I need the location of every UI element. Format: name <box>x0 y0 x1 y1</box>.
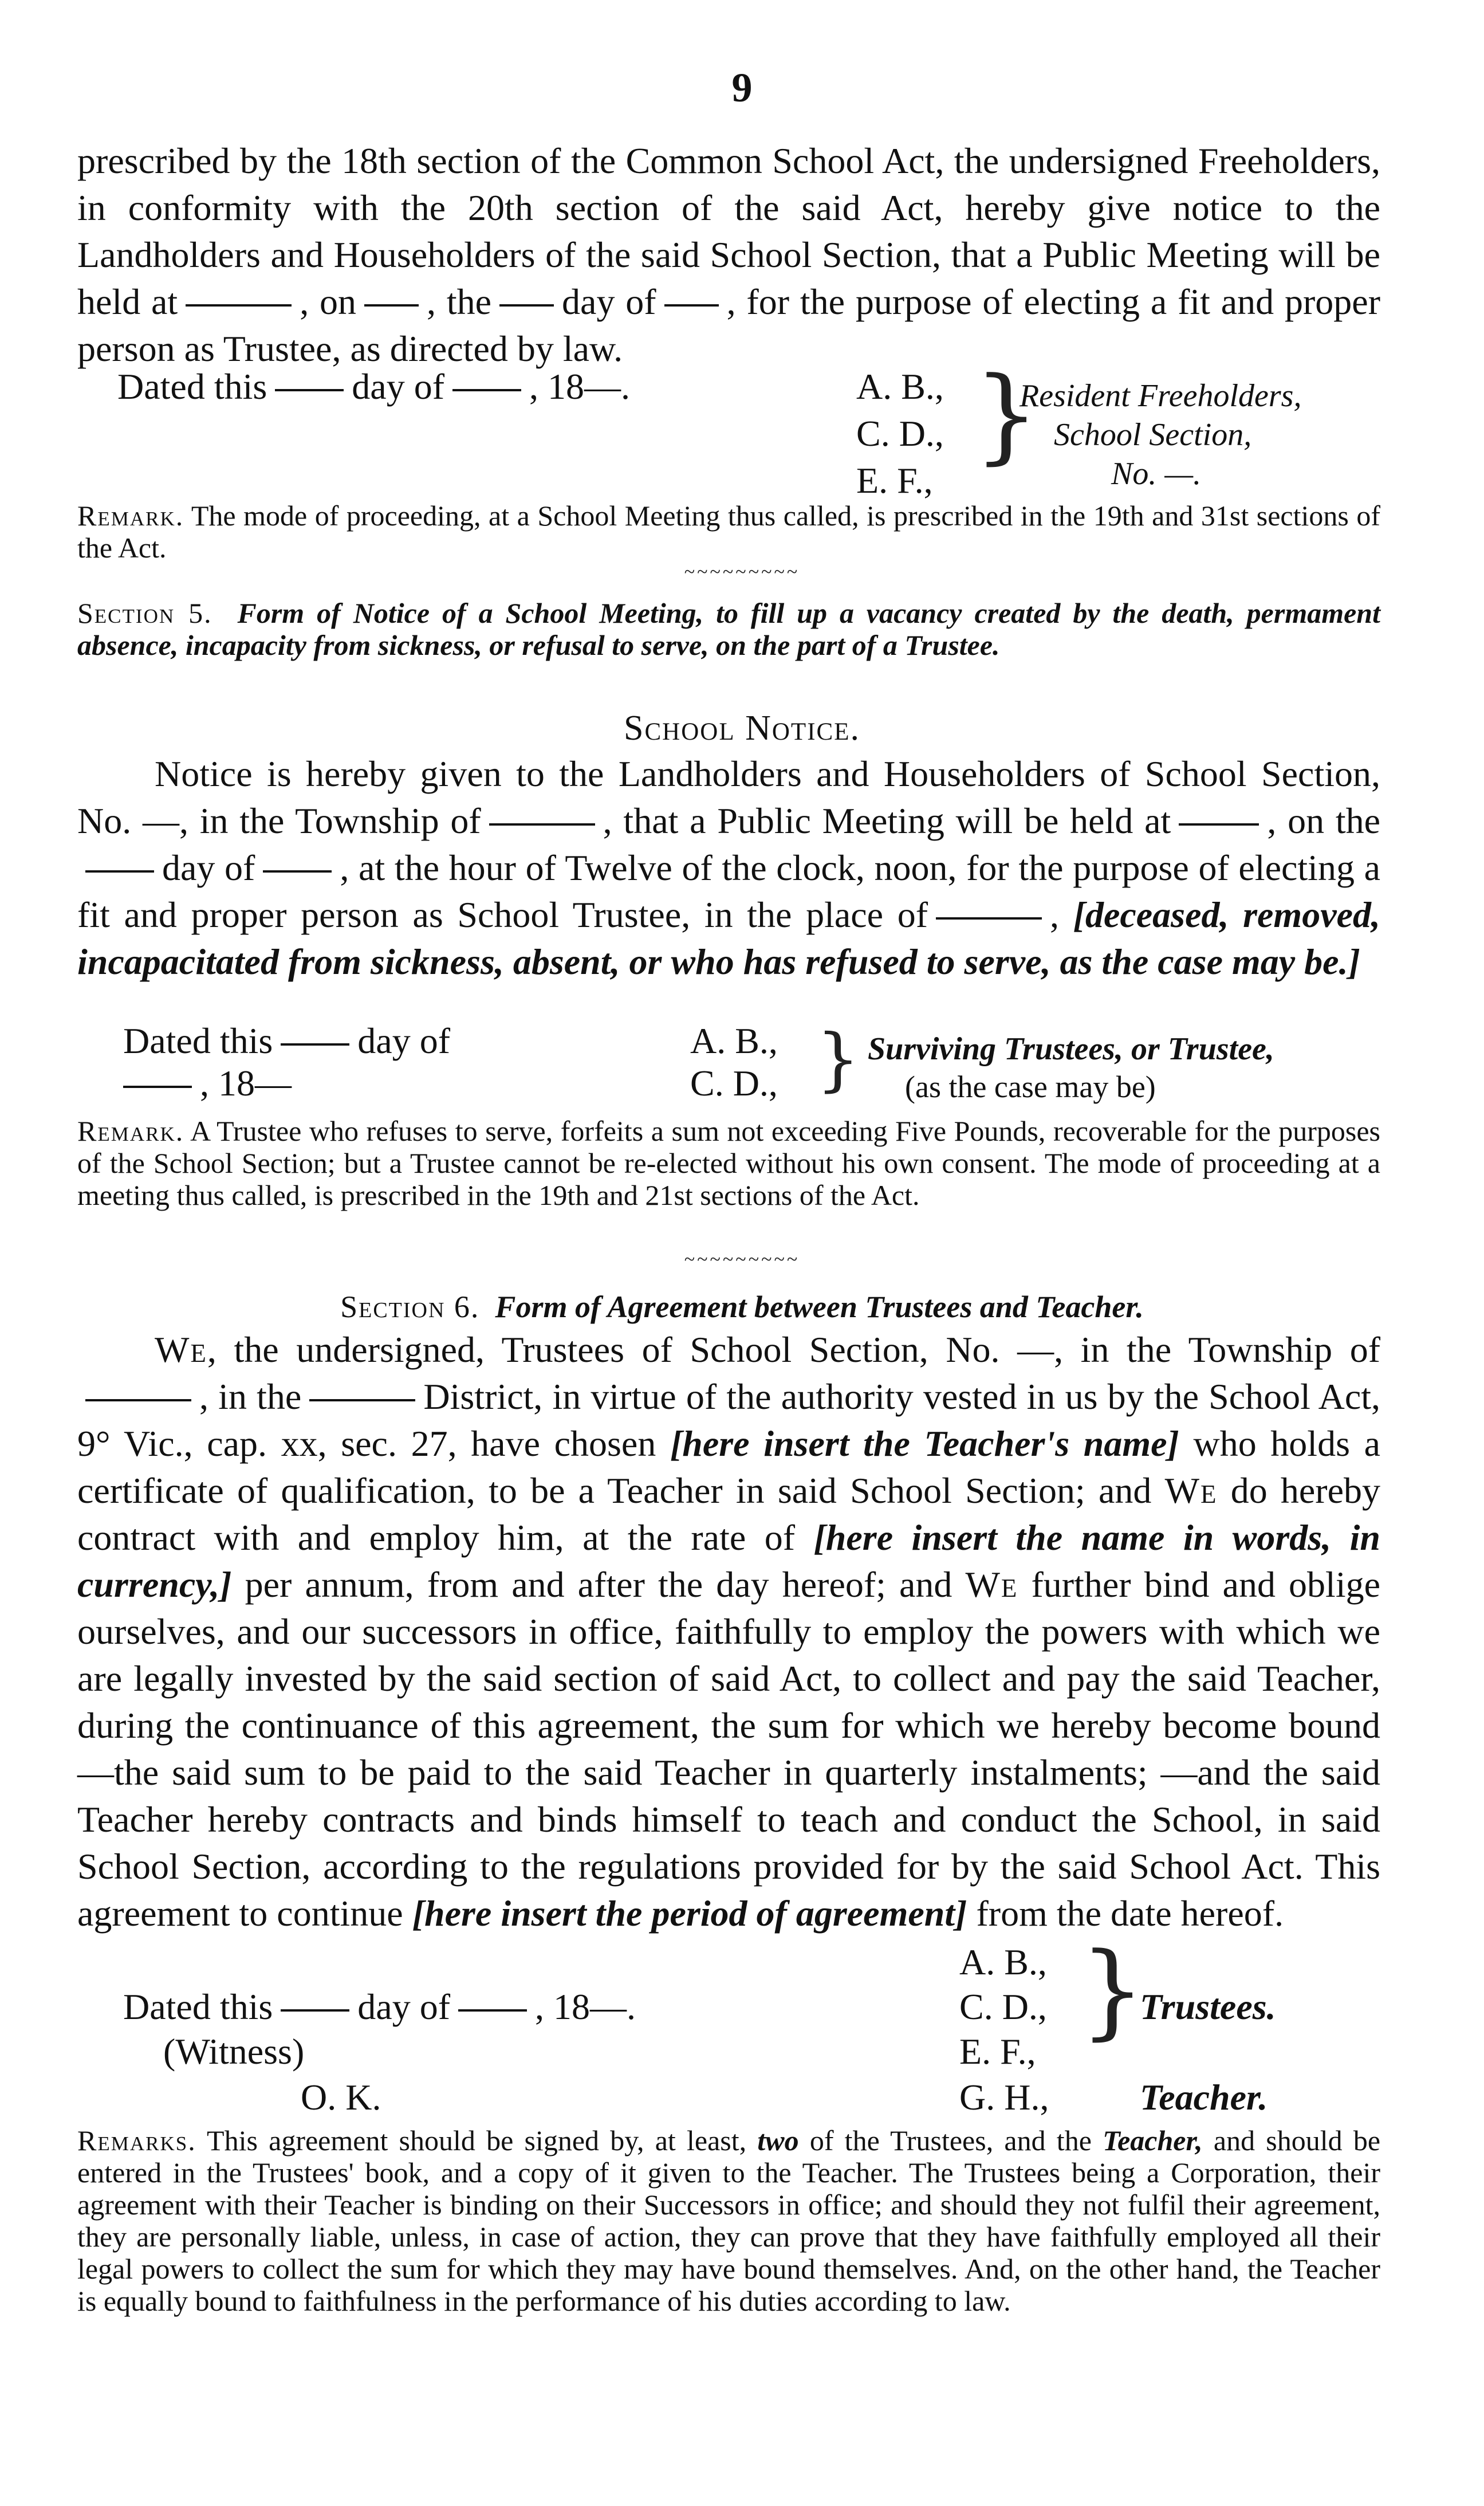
notice-title: School Notice. <box>624 709 860 748</box>
blank-line <box>452 389 521 391</box>
sec5-caption-1: Surviving Trustees, or Trustee, <box>868 1031 1274 1067</box>
blank-line <box>85 870 154 873</box>
sec4-caption-1: Resident Freeholders, <box>1019 378 1302 414</box>
section-title: Form of Notice of a School Meeting, to fill up a vacancy created by the death, permament absence, incapacity from sickness, or refusal to serve, on the part of a Trustee. <box>77 597 1381 661</box>
trustees-caption: Trustees. <box>1140 1986 1276 2027</box>
sec4-caption-2: School Section, <box>1054 417 1252 453</box>
brace-icon: } <box>816 1020 860 1099</box>
sec6-signer-1: A. B., <box>959 1942 1047 1982</box>
blank-line <box>123 1086 192 1088</box>
brace-icon: } <box>1080 1931 1146 2051</box>
sec5-heading <box>77 597 1380 661</box>
sec4-signer-3: E. F., <box>856 460 933 501</box>
blank-line <box>458 2009 527 2012</box>
remark-text: A Trustee who refuses to serve, forfeits a sum not exceeding Five Pounds, recoverable for the purposes of the School Section; but a Trustee cannot be re-elected without his own consent. The mode of proceeding at a meeting thus called, is prescribed in the 19th and 21st sections of the Act. <box>77 1115 1380 1211</box>
blank-line <box>263 870 332 873</box>
blank-line <box>1179 823 1259 826</box>
sec5-dated-line-2: , 18— <box>123 1060 292 1107</box>
blank-line <box>275 389 344 391</box>
sec5-remark <box>77 1115 1380 1211</box>
page-number: 9 <box>731 65 753 111</box>
brace-icon: } <box>974 355 1040 475</box>
sec4-text-4: day of <box>562 281 656 322</box>
sec4-text-3: , the <box>427 281 492 322</box>
sec4-text-1: prescribed by the 18th section of the Common School Act, the undersigned Freeholders, in conformity with the 20th section of the said Act, hereby give notice to the Landholders and Householders of the said School Section, that a Public Meeting will be held at <box>77 140 1380 322</box>
section-title: Form of Agreement between Trustees and Teacher. <box>495 1290 1144 1324</box>
blank-line <box>364 304 419 307</box>
sec5-signer-2: C. D., <box>690 1063 778 1103</box>
sec6-remark: Remarks. This agreement should be signed by, at least, two of the Trustees, and the Teacher, and should be entered in the Trustees' book, and a copy of it given to the Teacher. The Trustees being a Corporation, their agreement with their Teacher is binding on their Successors in office; and should they not fulfil their agreement, they are personally liable, unless, in case of action, they can prove that they have faithfully employed all their legal powers to collect the sum for which they may have bound themselves. And, on the other hand, the Teacher is equally bound to faithfulness in the performance of his duties according to law. <box>77 2124 1381 2317</box>
sec4-caption-3: No. —. <box>1111 456 1202 492</box>
section-label: Section 6. <box>340 1290 480 1324</box>
section-label: Section 5. <box>77 597 212 629</box>
ornamental-separator: ~~~~~~~~~ <box>684 1249 800 1270</box>
witness-label: (Witness) <box>163 2031 305 2072</box>
sec6-paragraph: We, the undersigned, Trustees of School Section, No. —, in the Township of, in the District, in virtue of the authority vested in us by the School Act, 9° Vic., cap. xx, sec. 27, have chosen [here insert the Teacher's name] who holds a certificate of qualification, to be a Teacher in said School Section; and We do hereby contract with and employ him, at the rate of [here insert the name in words, in currency,] per annum, from and after the day hereof; and We further bind and oblige ourselves, and our successors in office, faithfully to employ the powers with which we are legally invested by the said section of said Act, to collect and pay the said Teacher, during the continuance of this agreement, the sum for which we hereby become bound—the said sum to be paid to the said Teacher in quarterly instalments; —and the said Teacher hereby contracts and binds himself to teach and conduct the School, in said School Section, according to the regulations provided for by the said School Act. This agreement to continue [here insert the period of agreement] from the date hereof. <box>77 1329 1381 1934</box>
sec5-dated-line-1: Dated this day of <box>123 1020 450 1061</box>
remark-label: Remarks. <box>77 2124 196 2157</box>
sec6-signer-2: C. D., <box>959 1986 1047 2027</box>
blank-line <box>664 304 719 307</box>
sec4-text-2: , on <box>300 281 357 322</box>
sec6-signer-3: E. F., <box>959 2031 1036 2072</box>
blank-line <box>281 2009 349 2012</box>
sec5-paragraph: Notice is hereby given to the Landholders and Householders of School Section, No. —, in the Township of , that a Public Meeting will be held at , on theday of , at the hour of Twelve of the clock, noon, for the purpose of electing a fit and proper person as School Trustee, in the place of , [deceased, removed, incapacitated from sickness, absent, or who has refused to serve, as the case may be.] <box>77 753 1381 982</box>
sec6-dated-line: Dated this day of , 18—. <box>123 1986 636 2027</box>
sec4-signer-2: C. D., <box>856 413 944 454</box>
blank-line <box>186 304 292 307</box>
remark-label: Remark. <box>77 1115 184 1147</box>
teacher-name: G. H., <box>959 2077 1049 2118</box>
italic-instruction: [deceased, removed, incapacitated from sickness, absent, or who has refused to serve, as the case may be.] <box>77 894 1381 982</box>
sec6-heading <box>0 1283 1484 1330</box>
sec5-signer-1: A. B., <box>690 1020 778 1061</box>
we-word: We <box>155 1329 207 1370</box>
witness-name: O. K. <box>301 2077 381 2118</box>
blank-line <box>499 304 554 307</box>
blank-line <box>489 823 595 826</box>
sec4-signer-1: A. B., <box>856 366 944 407</box>
blank-line <box>85 1399 191 1401</box>
blank-line <box>281 1043 349 1046</box>
sec4-dated-line: Dated this day of , 18—. <box>117 366 630 407</box>
ornamental-separator: ~~~~~~~~~ <box>684 561 800 583</box>
remark-label: Remark. <box>77 500 184 532</box>
remark-text: The mode of proceeding, at a School Meeting thus called, is prescribed in the 19th and 31st sections of the Act. <box>77 500 1380 564</box>
blank-line <box>936 917 1042 920</box>
sec5-caption-2: (as the case may be) <box>905 1070 1156 1104</box>
teacher-caption: Teacher. <box>1140 2077 1268 2118</box>
sec4-remark <box>77 500 1380 564</box>
sec4-paragraph <box>77 138 1380 372</box>
blank-line <box>309 1399 415 1401</box>
sec4-text-5: , for the purpose of electing a fit and proper person as Trustee, as directed by law. <box>77 281 1381 369</box>
